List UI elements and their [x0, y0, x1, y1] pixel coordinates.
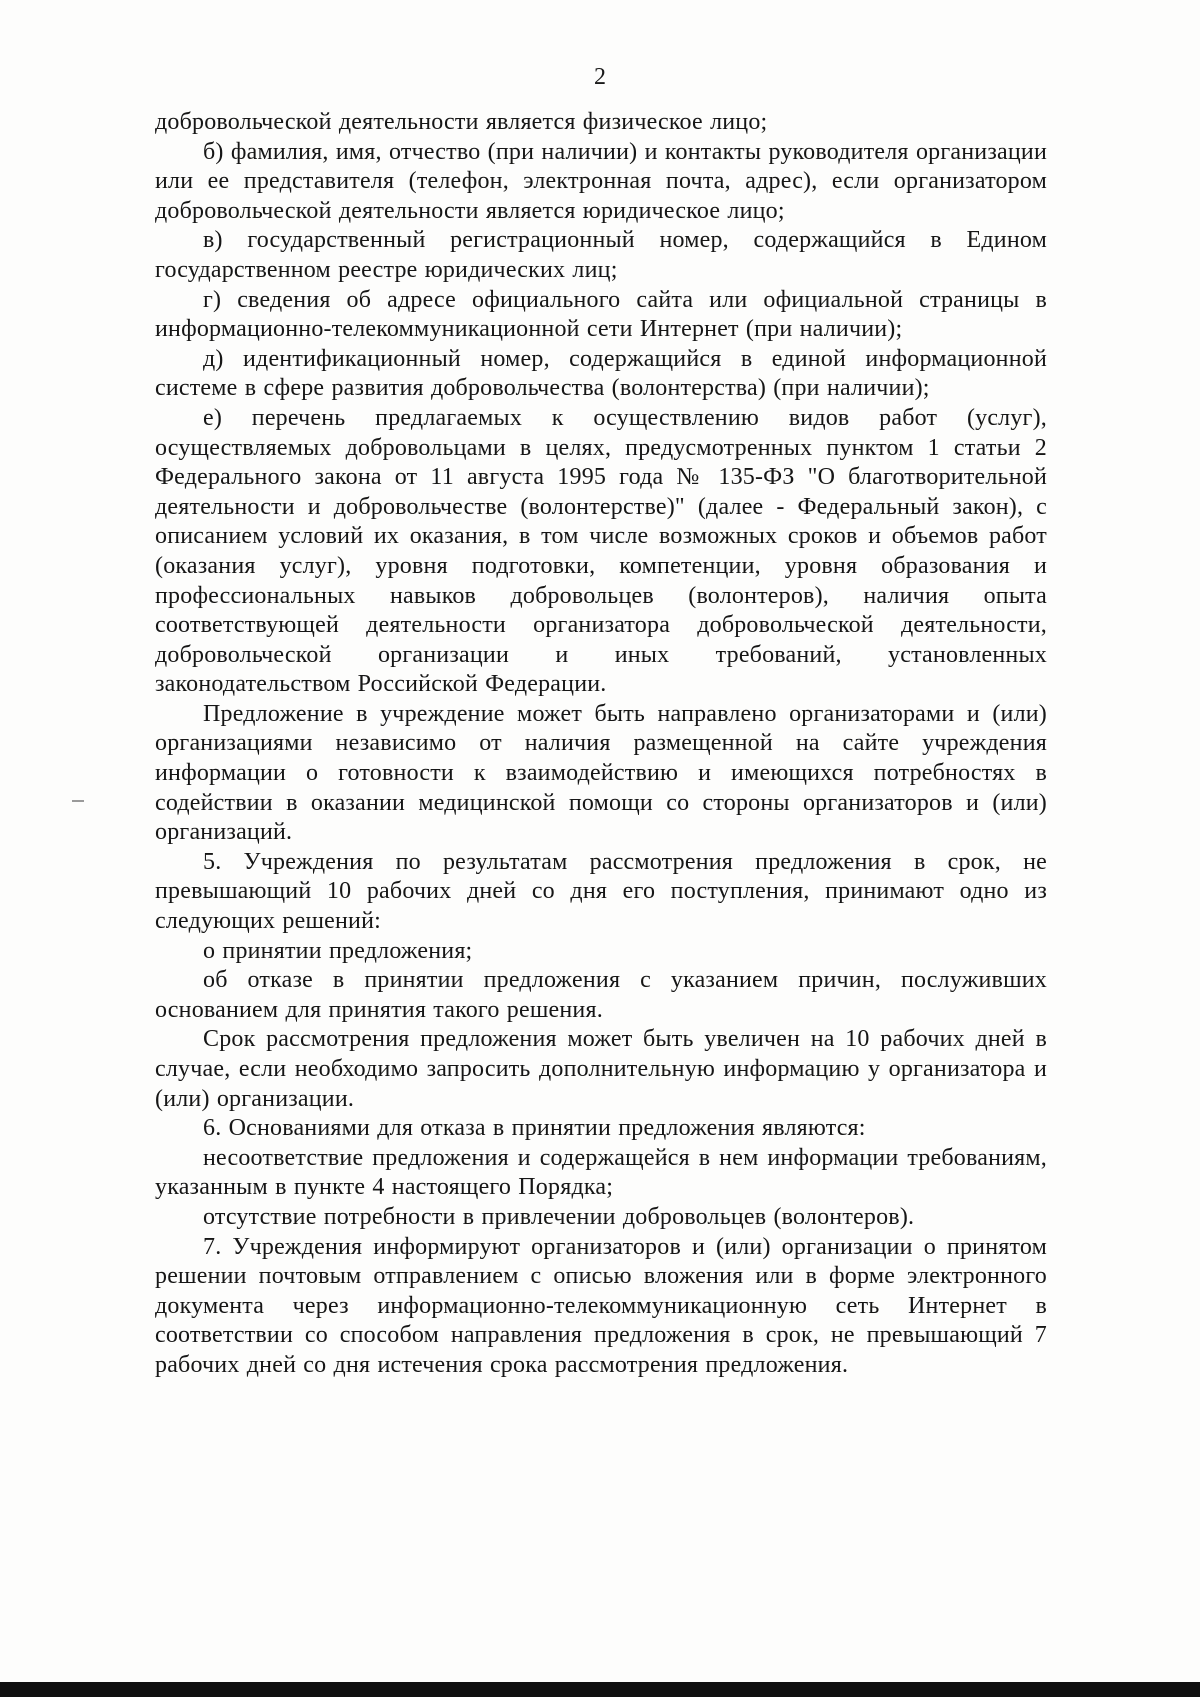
paragraph: д) идентификационный номер, содержащийся в единой информационной системе в сфере развития добровольчества (волонтерства) (при наличии);	[155, 345, 1047, 402]
scan-artifact-dash	[72, 800, 84, 802]
paragraph: отсутствие потребности в привлечении добровольцев (волонтеров).	[203, 1203, 915, 1230]
paragraph: о принятии предложения;	[203, 937, 473, 964]
paragraph: добровольческой деятельности является физическое лицо;	[155, 109, 768, 135]
paragraph: Предложение в учреждение может быть направлено организаторами и (или) организациями независимо от наличия размещенной на сайте учреждения информации о готовности к взаимодействию и имеющихся потребностях в содействии в оказании медицинской помощи со стороны организаторов и (или) организаций.	[155, 700, 1047, 846]
paragraph: е) перечень предлагаемых к осуществлению видов работ (услуг), осуществляемых добровольцами в целях, предусмотренных пунктом 1 статьи 2 Федерального закона от 11 августа 1995 года № 135-ФЗ "О благотворительной деятельности и добровольчестве (волонтерстве)" (далее - Федеральный закон), с описанием условий их оказания, в том числе возможных сроков и объемов работ (оказания услуг), уровня подготовки, компетенции, уровня образования и профессиональных навыков добровольцев (волонтеров), наличия опыта соответствующей деятельности организатора добровольческой деятельности, добровольческой организации и иных требований, установленных законодательством Российской Федерации.	[155, 404, 1047, 698]
paragraph: б) фамилия, имя, отчество (при наличии) и контакты руководителя организации или ее представителя (телефон, электронная почта, адрес), если организатором добровольческой деятельности является юридическое лицо;	[155, 138, 1047, 224]
paragraph: несоответствие предложения и содержащейся в нем информации требованиям, указанным в пункте 4 настоящего Порядка;	[155, 1144, 1047, 1201]
document-body	[155, 108, 1047, 1381]
scan-artifact-bottom-bar	[0, 1682, 1200, 1697]
paragraph: г) сведения об адресе официального сайта или официальной страницы в информационно-телекоммуникационной сети Интернет (при наличии);	[155, 286, 1047, 343]
page-number: 2	[594, 64, 606, 90]
paragraph: об отказе в принятии предложения с указанием причин, послуживших основанием для принятия такого решения.	[155, 967, 1047, 1023]
paragraph: в) государственный регистрационный номер, содержащийся в Едином государственном реестре юридических лиц;	[155, 227, 1047, 283]
paragraph: 6. Основаниями для отказа в принятии предложения являются:	[203, 1115, 866, 1142]
paragraph: 5. Учреждения по результатам рассмотрения предложения в срок, не превышающий 10 рабочих дней со дня его поступления, принимают одно из следующих решений:	[155, 848, 1047, 935]
paragraph: Срок рассмотрения предложения может быть увеличен на 10 рабочих дней в случае, если необходимо запросить дополнительную информацию у организатора и (или) организации.	[155, 1026, 1047, 1112]
paragraph: 7. Учреждения информируют организаторов и (или) организации о принятом решении почтовым отправлением с описью вложения или в форме электронного документа через информационно-телекоммуникационную сеть Интернет в соответствии со способом направления предложения в срок, не превышающий 7 рабочих дней со дня истечения срока рассмотрения предложения.	[155, 1233, 1047, 1378]
